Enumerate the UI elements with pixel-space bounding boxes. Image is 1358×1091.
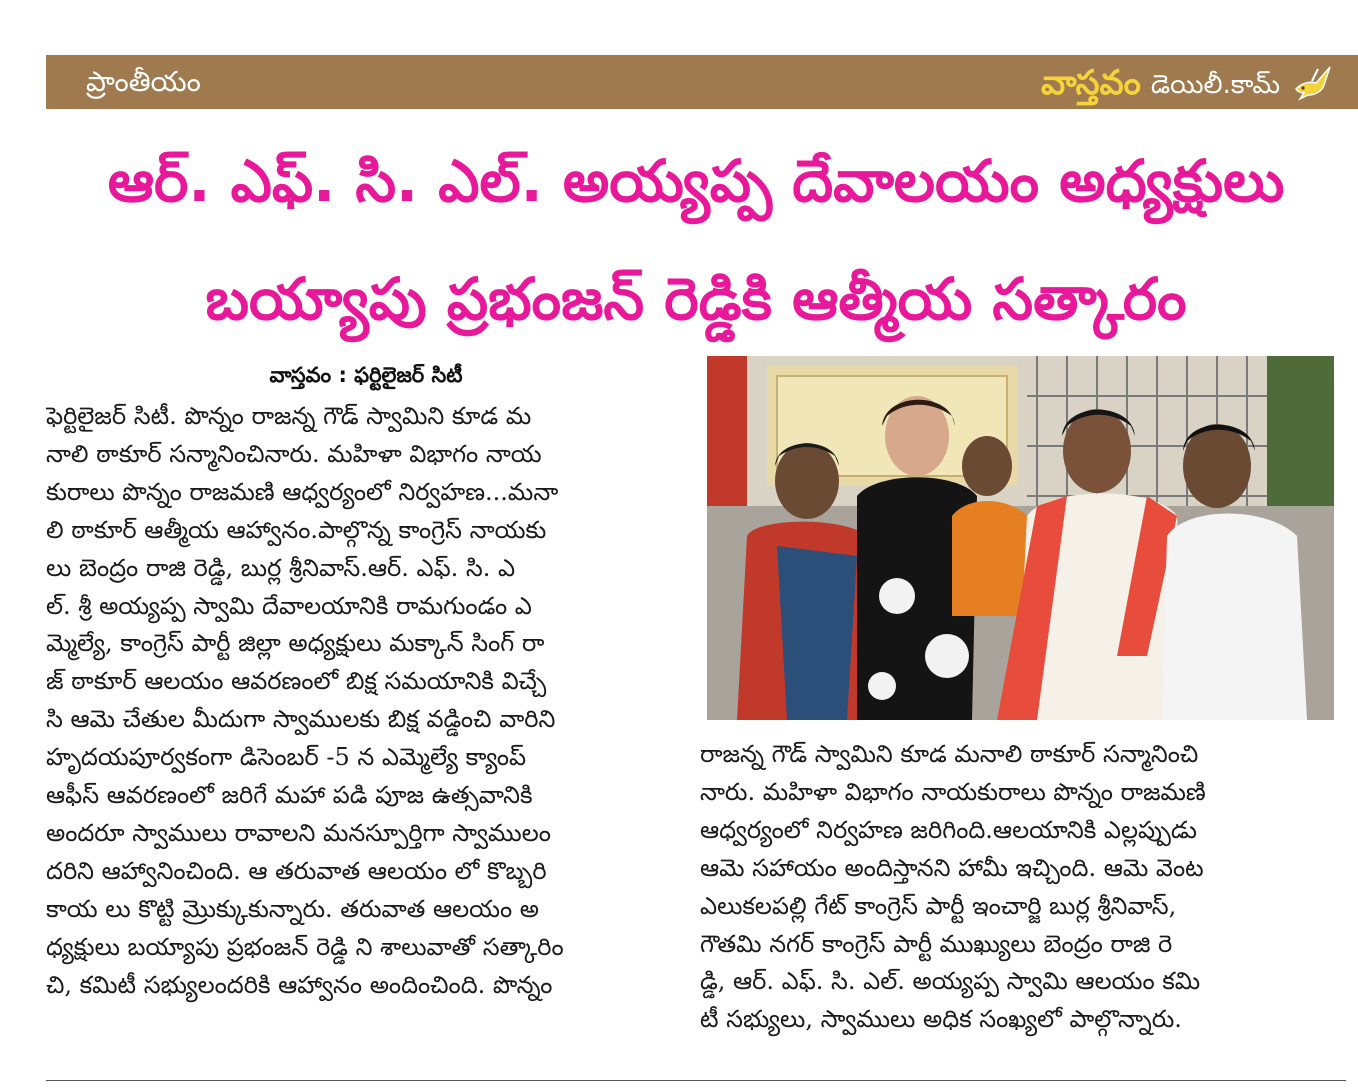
article-line: ఆఫీస్ ఆవరణంలో జరిగే మహా పడి పూజ ఉత్సవానికి [46,781,533,810]
article-line: రాజన్న గౌడ్ స్వామిని కూడ మనాలి ఠాకూర్ సన్మానించి [700,740,1199,768]
headline-line-1: ఆర్. ఎఫ్. సి. ఎల్. అయ్యప్ప దేవాలయం అధ్యక్షులు [107,147,1285,215]
article-line: సి ఆమె చేతుల మీదుగా స్వాములకు బిక్ష వడ్డించి వారిని [46,705,556,734]
article-line: చి, కమిటీ సభ్యులందరికి ఆహ్వానం అందించింది. పొన్నం [46,970,553,999]
photo-illustration [707,356,1334,720]
article-line: దరిని ఆహ్వానించింది. ఆ తరువాత ఆలయం లో కొబ్బరి [46,856,547,885]
article-line: లి ఠాకూర్ ఆత్మీయ ఆహ్వానం.పాల్గొన్న కాంగ్రెస్ నాయకు [46,515,547,544]
article-line: కాయ లు కొట్టి మ్రొక్కుకున్నారు. తరువాత ఆలయం అ [46,894,539,923]
article-line: ఎలుకలపల్లి గేట్ కాంగ్రెస్ పార్టీ ఇంచార్జి బుర్ల శ్రీనివాస్, [700,891,1177,920]
article-line: డ్డి, ఆర్. ఎఫ్. సి. ఎల్. అయ్యప్ప స్వామి ఆలయం కమి [700,967,1201,996]
article-line: జ్ ఠాకూర్ ఆలయం ఆవరణంలో బిక్ష సమయానికి విచ్చే [46,667,547,696]
bottom-divider [46,1080,1346,1081]
brand-name: వాస్తవం [1041,63,1141,103]
article-line: హృదయపూర్వకంగా డిసెంబర్ -5 న ఎమ్మెల్యే క్యాంప్ [46,743,527,772]
article-line: కురాలు పొన్నం రాజమణి ఆధ్వర్యంలో నిర్వహణ...మనా [46,477,559,506]
brand-domain: డెయిలీ.కామ్ [1150,70,1280,100]
article-line: ఆధ్వర్యంలో నిర్వహణ జరిగింది.ఆలయానికి ఎల్లప్పుడు [700,815,1197,844]
article-line: ధ్యక్షులు బయ్యాపు ప్రభంజన్ రెడ్డి ని శాలువాతో సత్కారిం [46,932,564,961]
article-column-left [46,398,678,1005]
bird-icon [1290,63,1334,103]
article-line: అందరూ స్వాములు రావాలని మనస్పూర్తిగా స్వాములం [46,818,551,847]
headline [46,122,1346,358]
article-line: గౌతమి నగర్ కాంగ్రెస్ పార్టీ ముఖ్యులు బెంద్రం రాజి రె [700,929,1173,958]
article-line: నారు. మహిళా విభాగం నాయకురాలు పొన్నం రాజమణి [700,777,1206,806]
article-line: లు బెంద్రం రాజి రెడ్డి, బుర్ల శ్రీనివాస్.ఆర్. ఎఫ్. సి. ఎ [46,553,516,582]
news-photo [707,356,1334,720]
article-line: నాలి ఠాకూర్ సన్మానించినారు. మహిళా విభాగం నాయ [46,439,542,468]
article-line: ఫెర్టిలైజర్ సిటీ. పొన్నం రాజన్న గౌడ్ స్వామిని కూడ మ [46,402,532,430]
article-line: ల్. శ్రీ అయ్యప్ప స్వామి దేవాలయానికి రామగుండం ఎ [46,591,532,620]
article-column-right [700,736,1332,1039]
dateline: వాస్తవం : ఫర్టిలైజర్ సిటీ [269,363,463,387]
section-label: ప్రాంతీయం [86,65,201,98]
headline-line-2: బయ్యాపు ప్రభంజన్ రెడ్డికి ఆత్మీయ సత్కారం [205,265,1187,333]
section-header-bar [46,55,1358,109]
article-line: టీ సభ్యులు, స్వాములు అధిక సంఖ్యలో పాల్గొన్నారు. [700,1005,1182,1034]
brand-logo [1041,61,1334,103]
article-line: ఆమె సహాయం అందిస్తానని హామీ ఇచ్చింది. ఆమె వెంట [700,853,1204,882]
article-line: మ్మెల్యే, కాంగ్రెస్ పార్టీ జిల్లా అధ్యక్షులు మక్కాన్ సింగ్ రా [46,629,545,658]
